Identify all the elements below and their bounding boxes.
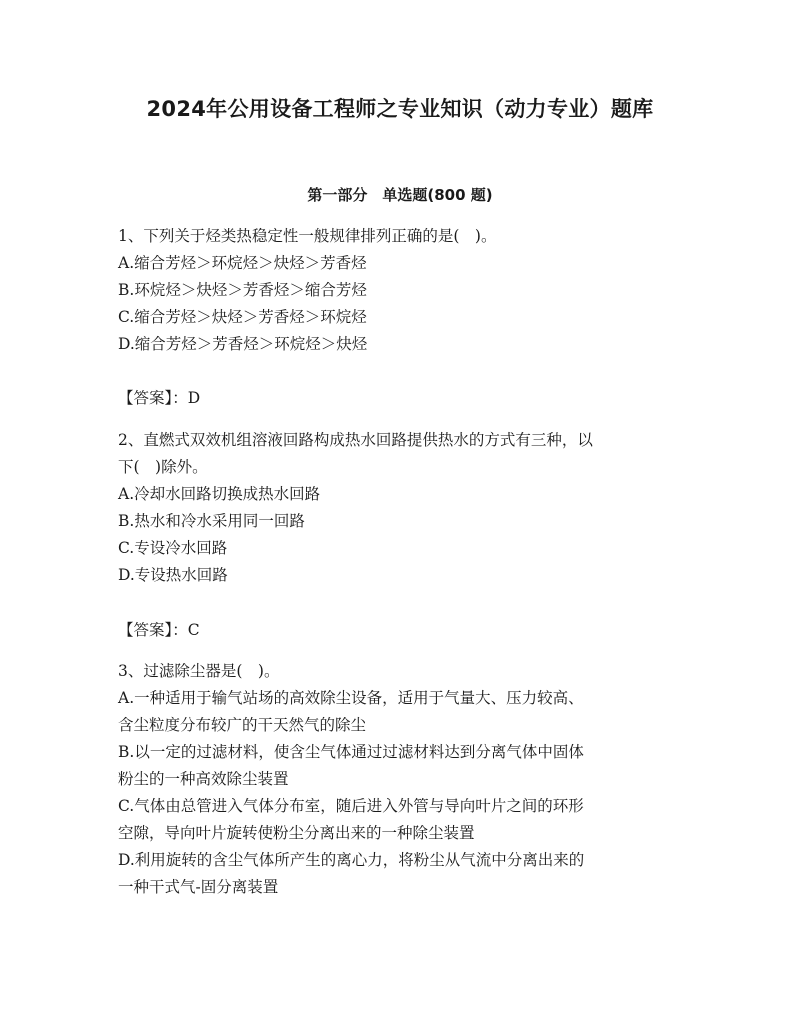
question-3-option-c-line-2: 空隙，导向叶片旋转使粉尘分离出来的一种除尘装置	[118, 824, 475, 842]
document-title: 2024年公用设备工程师之专业知识（动力专业）题库	[146, 97, 654, 121]
question-2-option-d: D.专设热水回路	[118, 566, 228, 584]
question-2-stem-line-1: 2、直燃式双效机组溶液回路构成热水回路提供热水的方式有三种，以	[118, 431, 593, 449]
question-3-option-a-line-2: 含尘粒度分布较广的干天然气的除尘	[118, 716, 367, 734]
question-3-option-c-line-1: C.气体由总管进入气体分布室，随后进入外管与导向叶片之间的环形	[118, 797, 584, 815]
question-3-option-a-line-1: A.一种适用于输气站场的高效除尘设备，适用于气量大、压力较高、	[118, 689, 584, 707]
question-1-option-d: D.缩合芳烃＞芳香烃＞环烷烃＞炔烃	[118, 335, 368, 353]
question-2-stem-line-2: 下( )除外。	[118, 458, 208, 476]
question-1-option-a: A.缩合芳烃＞环烷烃＞炔烃＞芳香烃	[118, 254, 367, 272]
question-2-option-a: A.冷却水回路切换成热水回路	[118, 485, 321, 503]
question-2-option-c: C.专设冷水回路	[118, 539, 228, 557]
question-3-option-b-line-2: 粉尘的一种高效除尘装置	[118, 770, 289, 788]
section-title: 第一部分 单选题(800 题)	[307, 186, 493, 204]
question-3-stem: 3、过滤除尘器是( )。	[118, 662, 280, 680]
question-3-option-b-line-1: B.以一定的过滤材料，使含尘气体通过过滤材料达到分离气体中固体	[118, 743, 584, 761]
question-1-answer: 【答案】：D	[118, 389, 201, 407]
question-1-stem: 1、下列关于烃类热稳定性一般规律排列正确的是( )。	[118, 227, 497, 245]
question-1-option-b: B.环烷烃＞炔烃＞芳香烃＞缩合芳烃	[118, 281, 367, 299]
question-3-option-d-line-1: D.利用旋转的含尘气体所产生的离心力，将粉尘从气流中分离出来的	[118, 851, 585, 869]
question-2-option-b: B.热水和冷水采用同一回路	[118, 512, 305, 530]
question-3-option-d-line-2: 一种干式气-固分离装置	[118, 878, 279, 896]
question-1-option-c: C.缩合芳烃＞炔烃＞芳香烃＞环烷烃	[118, 308, 367, 326]
question-2-answer: 【答案】：C	[118, 621, 200, 639]
